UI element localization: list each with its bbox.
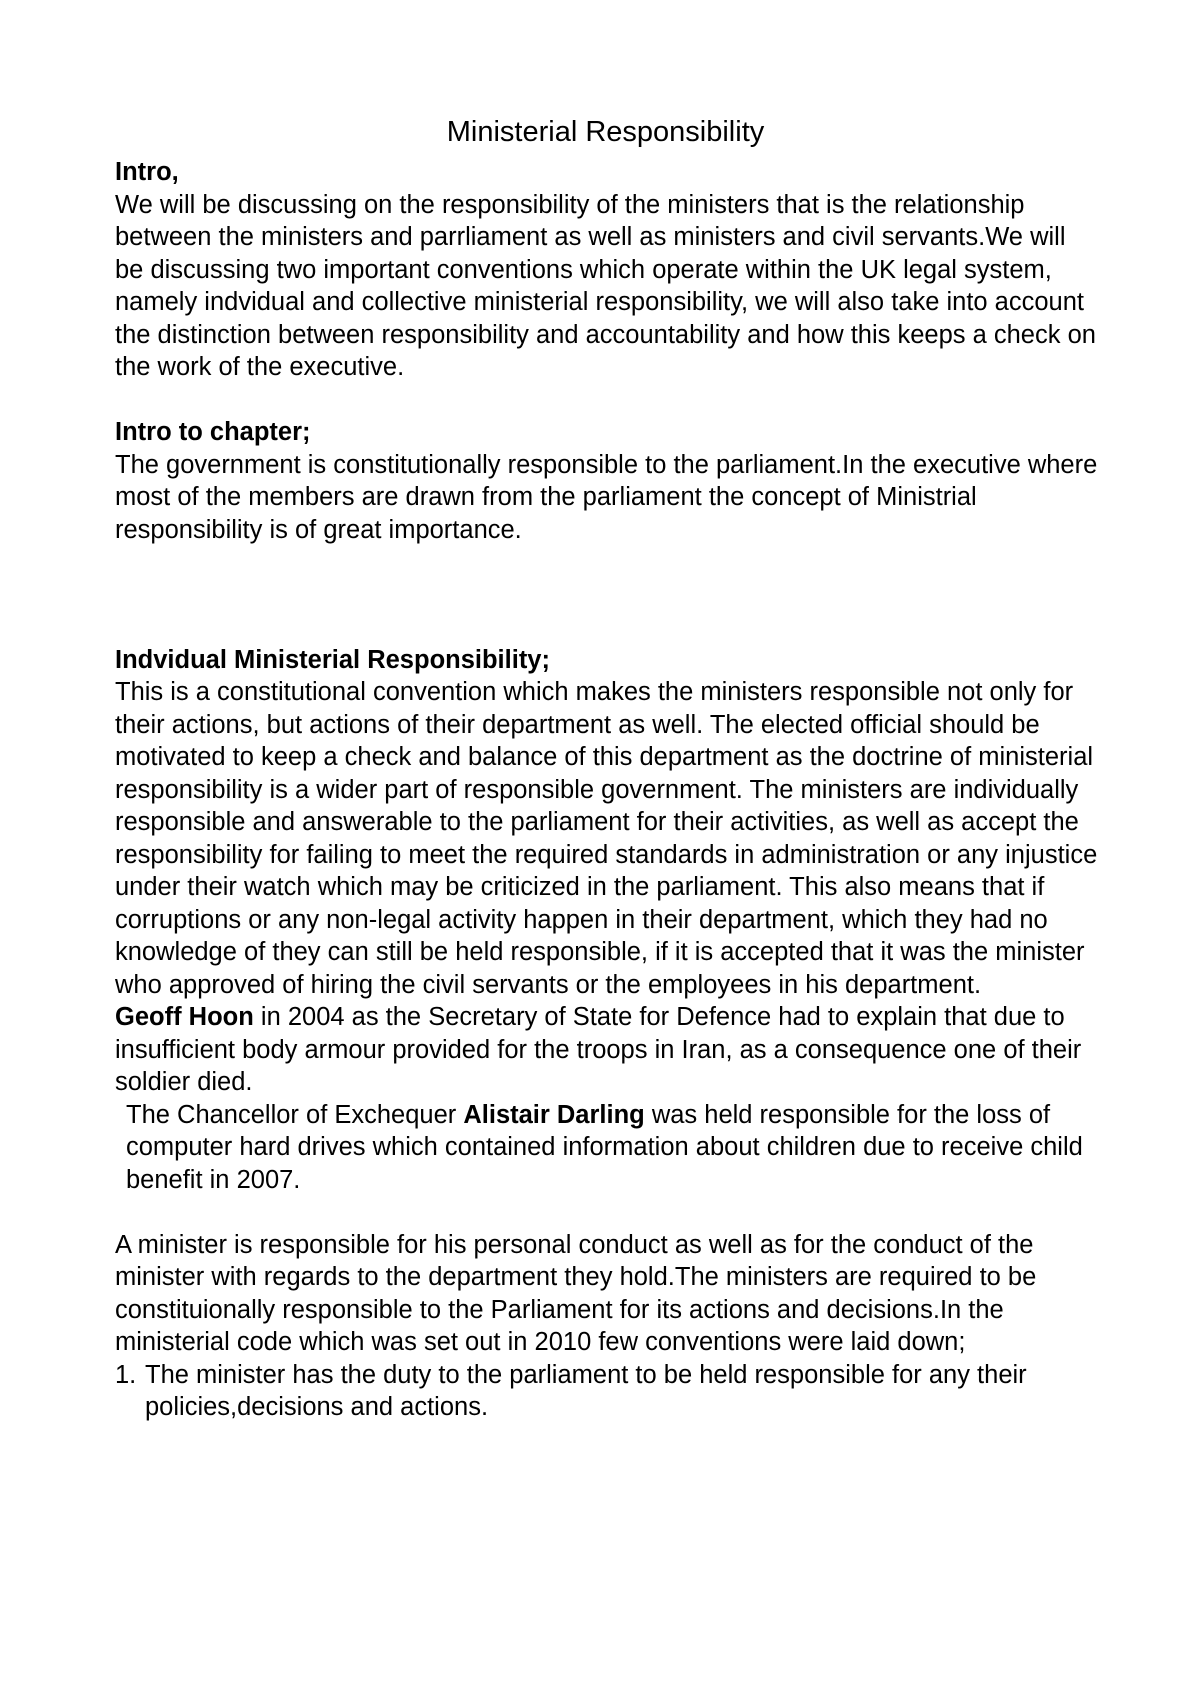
conventions-list bbox=[115, 1359, 1100, 1424]
intro-heading: Intro, bbox=[115, 158, 179, 186]
example-alistair-darling-name: Alistair Darling bbox=[463, 1100, 645, 1129]
intro-paragraph: We will be discussing on the responsibility of the ministers that is the relationship between the ministers and parrliament as well as ministers and civil servants.We will be discussing two important conventions which operate within the UK legal system, namely indvidual and collective ministerial responsibility, we will also take into account the distinction between responsibility and accountability and how this keeps a check on the work of the executive. bbox=[115, 190, 1096, 381]
example-alistair-darling bbox=[115, 1099, 1100, 1197]
example-alistair-darling-pre: The Chancellor of Exchequer bbox=[126, 1100, 464, 1129]
example-geoff-hoon bbox=[115, 1001, 1100, 1099]
example-alistair-darling-text: was held responsible for the loss of computer hard drives which contained information about children due to receive child benefit in 2007. bbox=[126, 1100, 1083, 1194]
individual-responsibility-paragraph: This is a constitutional convention which makes the ministers responsible not only for their actions, but actions of their department as well. The elected official should be motivated to keep a check and balance of this department as the doctrine of ministerial responsibility is a wider part of responsible government. The ministers are individually responsible and answerable to the parliament for their activities, as well as accept the responsibility for failing to meet the required standards in administration or any injustice under their watch which may be criticized in the parliament. This also means that if corruptions or any non-legal activity happen in their department, which they had no knowledge of they can still be held responsible, if it is accepted that it was the minister who approved of hiring the civil servants or the employees in his department. bbox=[115, 678, 1098, 999]
list-item-text: The minister has the duty to the parliament to be held responsible for any their policies,decisions and actions. bbox=[145, 1360, 1027, 1421]
conduct-paragraph: A minister is responsible for his personal conduct as well as for the conduct of the minister with regards to the department they hold.The ministers are required to be constituionally responsible to the Parliament for its actions and decisions.In the ministerial code which was set out in 2010 few conventions were laid down; bbox=[115, 1230, 1037, 1356]
document-page bbox=[115, 112, 1100, 1424]
intro-chapter-heading: Intro to chapter; bbox=[115, 418, 311, 446]
document-title: Ministerial Responsibility bbox=[446, 116, 765, 148]
intro-chapter-paragraph: The government is constitutionally responsible to the parliament.In the executive where most of the members are drawn from the parliament the concept of Ministrial responsibility is of great importance. bbox=[115, 450, 1098, 544]
spacer bbox=[115, 384, 1100, 417]
list-item bbox=[115, 1359, 1100, 1424]
example-geoff-hoon-text: in 2004 as the Secretary of State for Defence had to explain that due to insufficient body armour provided for the troops in Iran, as a consequence one of their soldier died. bbox=[115, 1003, 1082, 1096]
individual-responsibility-heading: Indvidual Ministerial Responsibility; bbox=[115, 645, 550, 674]
spacer bbox=[115, 546, 1100, 644]
list-item-number: 1. bbox=[115, 1360, 137, 1389]
example-geoff-hoon-name: Geoff Hoon bbox=[115, 1003, 254, 1031]
spacer bbox=[115, 1196, 1100, 1229]
